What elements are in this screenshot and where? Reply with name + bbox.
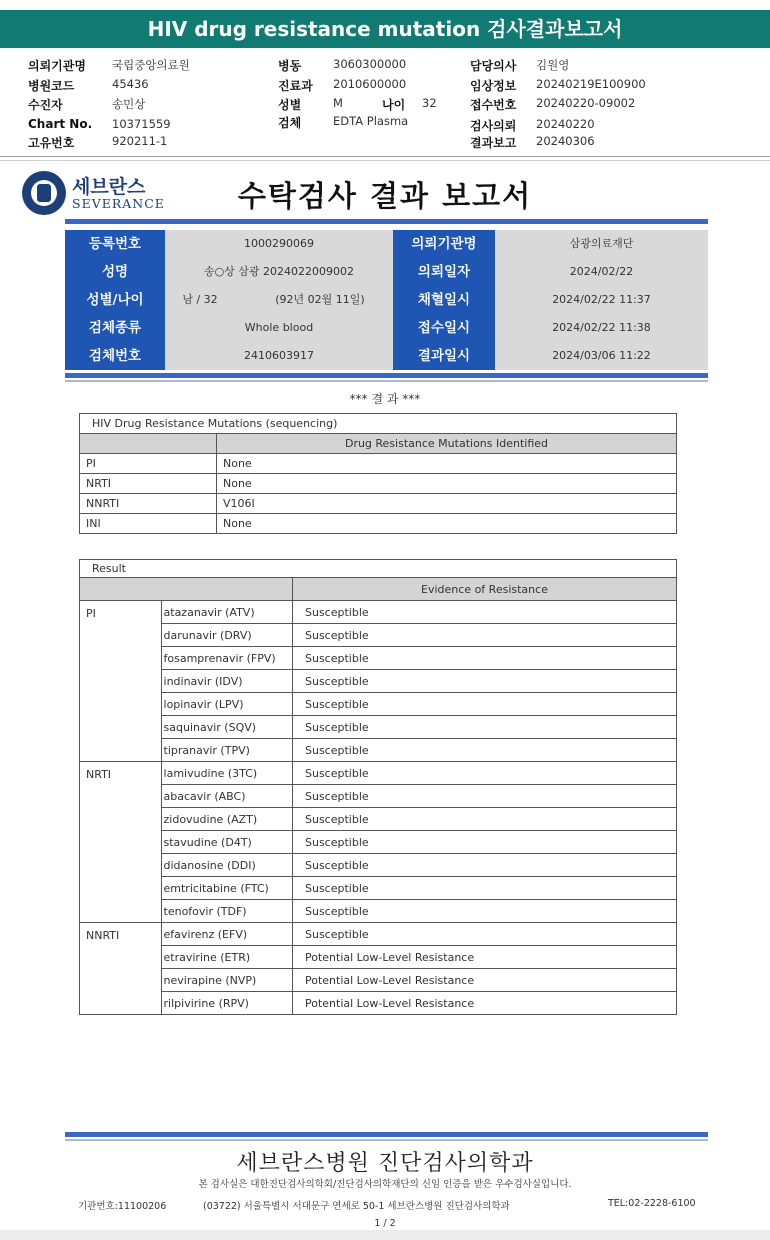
table-row [80, 739, 677, 762]
footer-address: (03722) 서울특별시 서대문구 연세로 50-1 세브란스병원 진단검사의학과 [203, 1201, 510, 1212]
hdr-label: 검체 [278, 116, 302, 130]
table-row [80, 494, 677, 514]
info-label: 검체종류 [65, 314, 165, 342]
hdr-label: 성별 [278, 98, 302, 112]
mutation-value: None [217, 454, 677, 474]
resistance-result: Susceptible [293, 762, 677, 785]
table-row [80, 693, 677, 716]
resistance-table [79, 559, 677, 1015]
footer-rule [65, 1132, 708, 1137]
blank-header [80, 578, 293, 601]
resistance-result: Potential Low-Level Resistance [293, 969, 677, 992]
resistance-result: Susceptible [293, 670, 677, 693]
hdr-label: 고유번호 [28, 136, 75, 150]
info-label: 결과일시 [393, 342, 495, 370]
resistance-result: Susceptible [293, 716, 677, 739]
table-row [80, 514, 677, 534]
table-row [80, 762, 677, 785]
drug-name: emtricitabine (FTC) [161, 877, 292, 900]
resistance-result: Susceptible [293, 854, 677, 877]
table-row [80, 900, 677, 923]
resistance-result: Susceptible [293, 693, 677, 716]
footer-certification: 본 검사실은 대한진단검사의학회/진단검사의학재단의 신임 인증을 받은 우수검사실입니다. [198, 1179, 572, 1190]
table-row [80, 474, 677, 494]
resistance-result: Susceptible [293, 647, 677, 670]
table-row [80, 969, 677, 992]
info-rule [65, 373, 708, 378]
info-value: 2024/02/22 11:37 [552, 293, 651, 306]
mutations-caption: HIV Drug Resistance Mutations (sequencing) [80, 414, 677, 434]
resistance-result: Susceptible [293, 739, 677, 762]
hdr-label: 병동 [278, 59, 302, 73]
resistance-result: Susceptible [293, 601, 677, 624]
mutations-table [79, 413, 677, 534]
table-row [80, 624, 677, 647]
institution-number: 기관번호:11100206 [78, 1201, 167, 1212]
drug-class: PI [80, 454, 217, 474]
blank-header [80, 434, 217, 454]
drug-name: rilpivirine (RPV) [161, 992, 292, 1015]
drug-class: NNRTI [80, 494, 217, 514]
drug-class: NRTI [80, 474, 217, 494]
table-row [80, 785, 677, 808]
hdr-value: 20240219E100900 [536, 77, 646, 91]
table-row [80, 808, 677, 831]
hdr-value: 45436 [112, 77, 149, 91]
info-rule [65, 380, 708, 382]
footer-tel: TEL:02-2228-6100 [608, 1198, 696, 1209]
info-value: Whole blood [244, 321, 314, 334]
table-row [80, 992, 677, 1015]
hdr-label: 임상정보 [470, 79, 517, 93]
table-row [80, 877, 677, 900]
hdr-label: 진료과 [278, 79, 313, 93]
info-value: 남 / 32 [182, 293, 218, 306]
drug-name: efavirenz (EFV) [161, 923, 292, 946]
report-title: 수탁검사 결과 보고서 [237, 179, 533, 213]
footer-rule [65, 1139, 708, 1141]
table-row [80, 946, 677, 969]
table-row [80, 854, 677, 877]
drug-name: stavudine (D4T) [161, 831, 292, 854]
resistance-result: Susceptible [293, 624, 677, 647]
info-label: 검체번호 [65, 342, 165, 370]
drug-name: etravirine (ETR) [161, 946, 292, 969]
resistance-result: Susceptible [293, 808, 677, 831]
resistance-result: Susceptible [293, 785, 677, 808]
header-divider [0, 160, 770, 161]
drug-name: tipranavir (TPV) [161, 739, 292, 762]
age-label: 나이 [382, 98, 406, 112]
hdr-label: 검사의뢰 [470, 119, 517, 133]
info-label: 등록번호 [65, 230, 165, 258]
logo-english: SEVERANCE [72, 196, 165, 211]
resistance-result: Susceptible [293, 923, 677, 946]
title-rule [65, 219, 708, 224]
info-label: 의뢰일자 [393, 258, 495, 286]
drug-class: INI [80, 514, 217, 534]
banner-title: HIV drug resistance mutation 검사결과보고서 [0, 10, 770, 48]
drug-class: NNRTI [80, 923, 162, 1015]
info-value: 2024/02/22 11:38 [552, 321, 651, 334]
info-label: 성명 [65, 258, 165, 286]
resistance-caption: Result [80, 560, 677, 578]
drug-class: NRTI [80, 762, 162, 923]
drug-name: didanosine (DDI) [161, 854, 292, 877]
footer-title: 세브란스병원 진단검사의학과 [236, 1151, 534, 1176]
patient-info [65, 230, 708, 370]
hdr-value: M [333, 96, 343, 110]
hdr-value: 20240306 [536, 134, 595, 148]
hdr-value: 김원영 [536, 58, 570, 72]
hdr-label: 의뢰기관명 [28, 59, 86, 73]
info-label: 성별/나이 [65, 286, 165, 314]
hdr-value: 20240220 [536, 117, 595, 131]
drug-name: saquinavir (SQV) [161, 716, 292, 739]
hdr-label: 담당의사 [470, 59, 517, 73]
drug-name: zidovudine (AZT) [161, 808, 292, 831]
resistance-result: Susceptible [293, 831, 677, 854]
drug-name: tenofovir (TDF) [161, 900, 292, 923]
table-row [80, 647, 677, 670]
info-label: 채혈일시 [393, 286, 495, 314]
hdr-label: Chart No. [28, 117, 93, 131]
resistance-result: Susceptible [293, 877, 677, 900]
hdr-label: 결과보고 [470, 136, 517, 150]
result-heading: *** 결 과 *** [349, 392, 421, 406]
info-value: 2024/03/06 11:22 [552, 349, 651, 362]
info-label: 접수일시 [393, 314, 495, 342]
drug-name: lamivudine (3TC) [161, 762, 292, 785]
drug-name: atazanavir (ATV) [161, 601, 292, 624]
hdr-value: 국립중앙의료원 [112, 58, 190, 72]
hdr-value: 3060300000 [333, 57, 407, 71]
drug-name: abacavir (ABC) [161, 785, 292, 808]
drug-class: PI [80, 601, 162, 762]
info-value: 삼광의료재단 [569, 237, 634, 250]
birth-date: (92년 02월 11일) [275, 293, 365, 306]
drug-name: darunavir (DRV) [161, 624, 292, 647]
hdr-value: 920211-1 [112, 134, 168, 148]
hdr-value: 10371559 [112, 117, 171, 131]
table-row [80, 923, 677, 946]
drug-name: lopinavir (LPV) [161, 693, 292, 716]
resistance-result: Potential Low-Level Resistance [293, 992, 677, 1015]
header-divider [0, 156, 770, 157]
table-row [80, 670, 677, 693]
info-value: 1000290069 [244, 237, 314, 250]
mutation-value: None [217, 514, 677, 534]
hdr-value: EDTA Plasma [333, 114, 409, 128]
drug-name: fosamprenavir (FPV) [161, 647, 292, 670]
resistance-column-header: Evidence of Resistance [293, 578, 677, 601]
table-row [80, 454, 677, 474]
hdr-value: 20240220-09002 [536, 96, 636, 110]
hdr-value: 송민상 [112, 97, 146, 111]
logo-korean: 세브란스 [72, 176, 146, 198]
resistance-result: Susceptible [293, 900, 677, 923]
drug-name: nevirapine (NVP) [161, 969, 292, 992]
info-value: 2410603917 [244, 349, 314, 362]
hdr-value: 2010600000 [333, 77, 407, 91]
info-value: 2024/02/22 [569, 265, 634, 278]
resistance-result: Potential Low-Level Resistance [293, 946, 677, 969]
info-label: 의뢰기관명 [393, 230, 495, 258]
table-row [80, 601, 677, 624]
hdr-label: 병원코드 [28, 79, 75, 93]
info-value: 송○상 삼광 2024022009002 [203, 265, 355, 278]
hdr-label: 접수번호 [470, 98, 517, 112]
mutation-value: None [217, 474, 677, 494]
age-value: 32 [422, 96, 437, 110]
drug-name: indinavir (IDV) [161, 670, 292, 693]
hdr-label: 수진자 [28, 98, 63, 112]
mutation-value: V106I [217, 494, 677, 514]
viewer-bottom-bar [0, 1230, 770, 1240]
table-row [80, 716, 677, 739]
mutations-column-header: Drug Resistance Mutations Identified [217, 434, 677, 454]
table-row [80, 831, 677, 854]
page-number: 1 / 2 [374, 1218, 396, 1229]
